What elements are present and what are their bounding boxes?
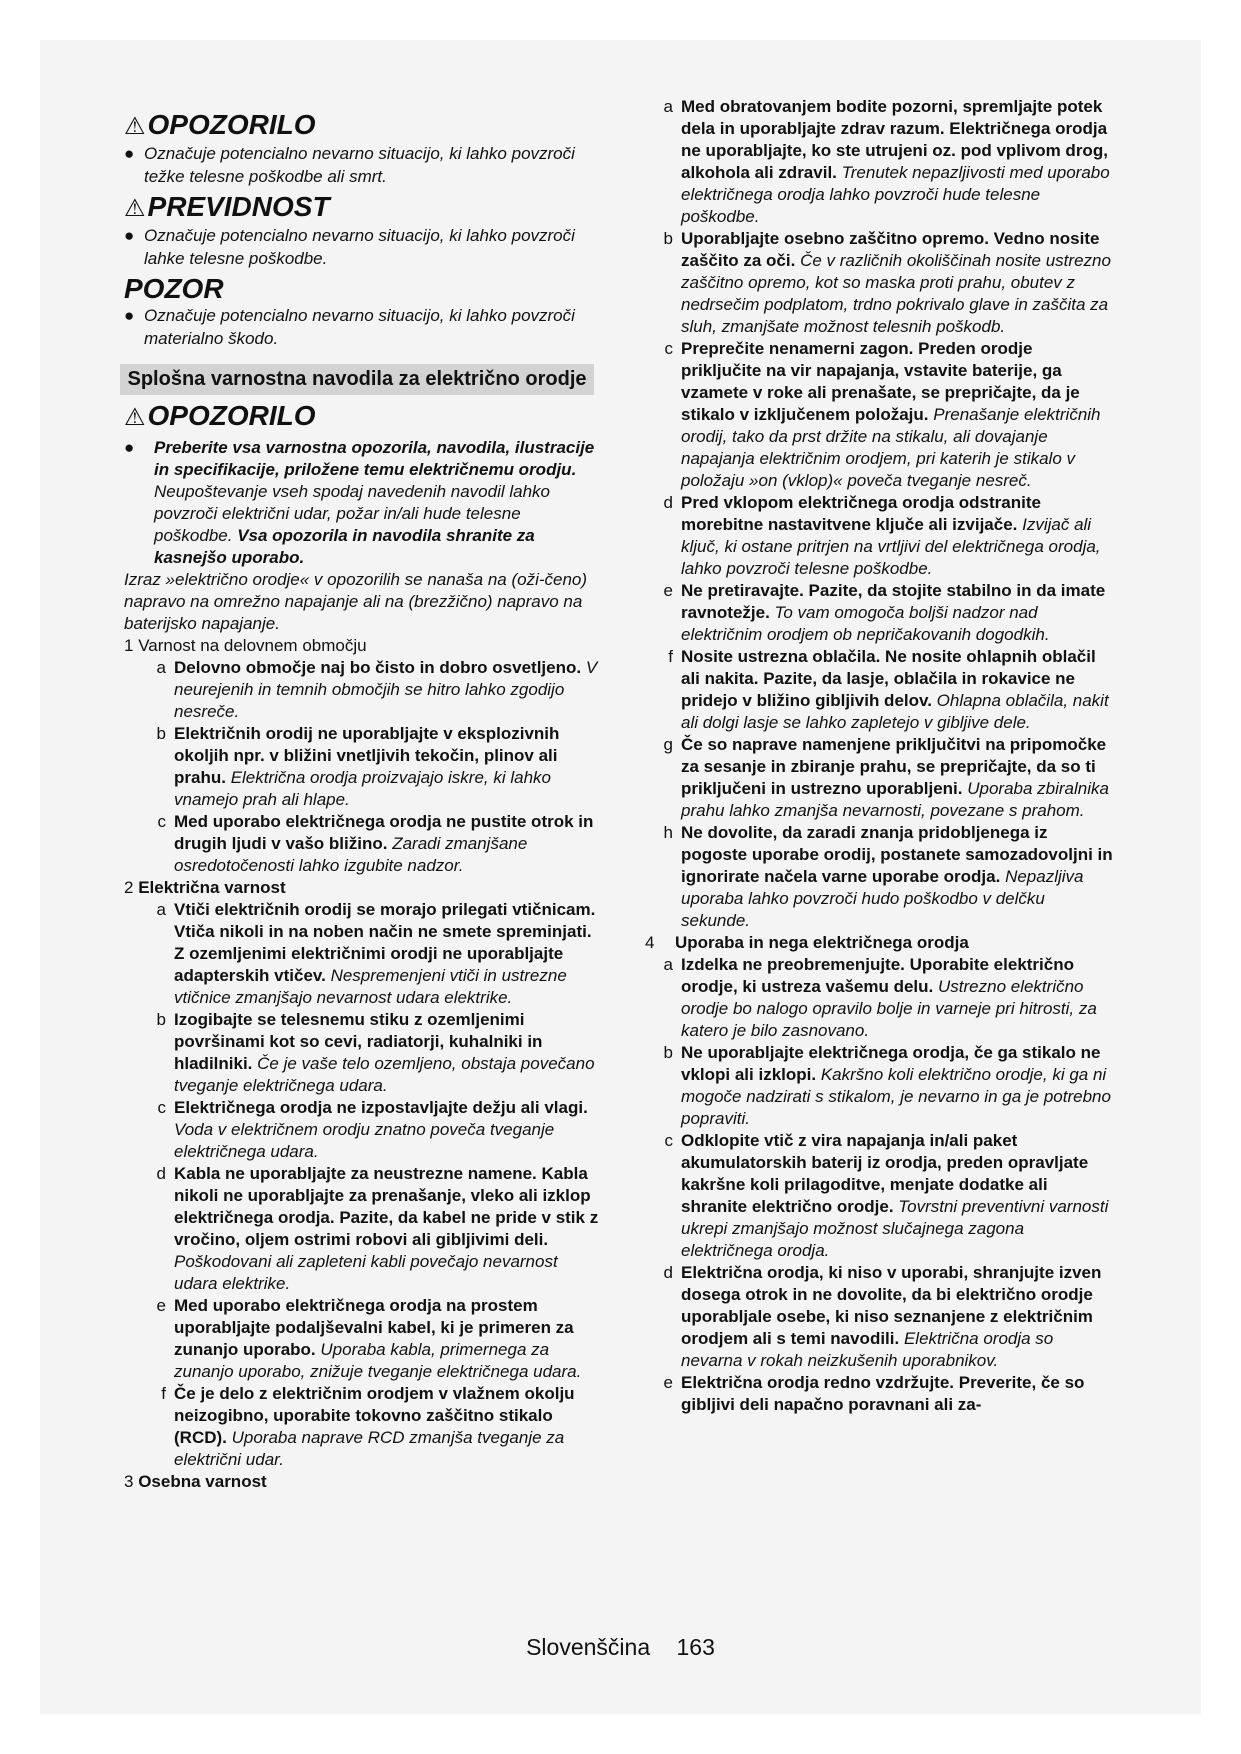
list-item <box>124 1295 602 1383</box>
list-item <box>645 1130 1115 1262</box>
item-text: Ne dovolite, da zaradi znanja pridobljenega iz pogoste uporabe orodij, postanete samozadovoljni in ignorirate načela varne uporabe orodja. Nepazljiva uporaba lahko povzroči hudo poškodbo v delčku sekunde. <box>681 823 1113 930</box>
warning-heading: ⚠OPOZORILO <box>124 109 316 140</box>
item-text: Električna orodja, ki niso v uporabi, shranjujte izven dosega otrok in ne dovolite, da bi električno orodje uporabljale osebe, ki niso seznanjene z električnim orodjem ali s temi navodili. Električna orodja so nevarna v rokah neizkušenih uporabnikov. <box>681 1263 1102 1370</box>
item-text: Izogibajte se telesnemu stiku z ozemljenimi površinami kot so cevi, radiatorji, kuhalniki in hladilniki. Če je vaše telo ozemljeno, obstaja povečano tveganje električnega udara. <box>174 1010 595 1095</box>
page-footer <box>0 1633 1241 1661</box>
item-letter: d <box>663 1263 673 1282</box>
item-text: Med uporabo električnega orodja na prostem uporabljajte podaljševalni kabel, ki je primeren za zunanjo uporabo. Uporaba kabla, primernega za zunanjo uporabo, znižuje tveganje električnega udara. <box>174 1296 582 1381</box>
item-letter: a <box>156 900 166 919</box>
item-text: Preprečite nenamerni zagon. Preden orodje priključite na vir napajanja, vstavite baterije, ga vzamete v roke ali prenašate, se prepričajte, da je stikalo v izključenem položaju. Prenašanje električnih orodij, tako da prst držite na stikalu, ali dovajanje napajanja električnim orodjem, pri katerih je stikalo v položaju »on (vklop)« poveča tveganje nesreč. <box>681 339 1101 490</box>
list-item <box>124 899 602 1009</box>
section-4-list <box>645 954 1115 1416</box>
list-item <box>645 734 1115 822</box>
list-item <box>124 1009 602 1097</box>
item-letter: c <box>157 812 166 831</box>
section-1-heading: 1 Varnost na delovnem območju <box>124 636 367 655</box>
item-letter: c <box>157 1098 166 1117</box>
section-title: Splošna varnostna navodila za električno orodje <box>120 364 594 395</box>
list-item <box>124 1383 602 1471</box>
item-letter: b <box>156 1010 166 1029</box>
item-text: Nosite ustrezna oblačila. Ne nosite ohlapnih oblačil ali nakita. Pazite, da lasje, oblačila in rokavice ne pridejo v bližino gibljivih delov. Ohlapna oblačila, nakit ali dolgi lasje se lahko zapletejo v gibljive dele. <box>681 647 1109 732</box>
section-2-heading: 2 Električna varnost <box>124 878 286 897</box>
caution-heading: ⚠PREVIDNOST <box>124 191 330 222</box>
list-item <box>645 580 1115 646</box>
left-column <box>124 110 602 1493</box>
item-text: Če je delo z električnim orodjem v vlažnem okolju neizogibno, uporabite tokovno zaščitno stikalo (RCD). Uporaba naprave RCD zmanjša tveganje za električni udar. <box>174 1384 575 1469</box>
right-column <box>645 96 1115 1416</box>
notice-description: ● Označuje potencialno nevarno situacijo, ki lahko povzroči materialno škodo. <box>124 306 575 348</box>
item-text: Električnega orodja ne izpostavljajte dežju ali vlagi. Voda v električnem orodju znatno poveča tveganje električnega udara. <box>174 1098 588 1161</box>
list-item <box>124 1097 602 1163</box>
warning-description: ● Označuje potencialno nevarno situacijo, ki lahko povzroči težke telesne poškodbe ali smrt. <box>124 144 575 186</box>
section-1-list <box>124 657 602 877</box>
section-warning-heading: ⚠OPOZORILO <box>124 400 316 431</box>
item-text: Pred vklopom električnega orodja odstranite morebitne nastavitvene ključe ali izvijače. Izvijač ali ključ, ki ostane pritrjen na vrtljivi del električnega orodja, lahko povzroči telesne poškodbe. <box>681 493 1101 578</box>
item-letter: f <box>668 647 673 666</box>
item-letter: f <box>161 1384 166 1403</box>
intro-instructions: ● Preberite vsa varnostna opozorila, navodila, ilustracije in specifikacije, priložene temu električnemu orodju. Neupoštevanje vseh spodaj navedenih navodil lahko povzroči električni udar, požar in/ali hude telesne poškodbe. Vsa opozorila in navodila shranite za kasnejšo uporabo. <box>124 438 595 567</box>
section-3-heading: 3 Osebna varnost <box>124 1472 267 1491</box>
notice-heading: POZOR <box>124 273 224 304</box>
item-letter: g <box>663 735 673 754</box>
item-letter: a <box>663 955 673 974</box>
item-text: Če so naprave namenjene priključitvi na pripomočke za sesanje in zbiranje prahu, se prepričajte, da so ti priključeni in ustrezno uporabljeni. Uporaba zbiralnika prahu lahko zmanjša nevarnosti, povezane s prahom. <box>681 735 1109 820</box>
item-letter: a <box>663 97 673 116</box>
item-letter: c <box>664 1131 673 1150</box>
list-item <box>645 492 1115 580</box>
list-item <box>645 646 1115 734</box>
item-text: Odklopite vtič z vira napajanja in/ali paket akumulatorskih baterij iz orodja, preden opravljate kakršne koli prilagoditve, menjate dodatke ali shranite električno orodje. Tovrstni preventivni varnosti ukrepi zmanjšajo možnost slučajnega zagona električnega orodja. <box>681 1131 1109 1260</box>
warning-triangle-icon: ⚠ <box>124 113 146 140</box>
item-letter: h <box>663 823 673 842</box>
list-item <box>645 822 1115 932</box>
footer-language: Slovenščina <box>526 1634 651 1660</box>
item-text: Vtiči električnih orodij se morajo prilegati vtičnicam. Vtiča nikoli in na noben način ne smete spreminjati. Z ozemljenimi električnimi orodji ne uporabljajte adapterskih vtičev. Nespremenjeni vtiči in ustrezne vtičnice zmanjšajo nevarnost udara elektrike. <box>174 900 596 1007</box>
item-letter: a <box>156 658 166 677</box>
list-item <box>124 1163 602 1295</box>
list-item <box>645 1042 1115 1130</box>
item-letter: e <box>663 581 673 600</box>
item-text: Ne uporabljajte električnega orodja, če ga stikalo ne vklopi ali izklopi. Kakršno koli električno orodje, ki ga ni mogoče nadzirati s stikalom, je nevarno in ga je potrebno popraviti. <box>681 1043 1111 1128</box>
list-item <box>645 96 1115 228</box>
item-letter: c <box>664 339 673 358</box>
page-number: 163 <box>676 1634 715 1660</box>
item-text: Električnih orodij ne uporabljajte v eksplozivnih okoljih npr. v bližini vnetljivih tekočin, plinov ali prahu. Električna orodja proizvajajo iskre, ki lahko vnamejo prah ali hlape. <box>174 724 560 809</box>
item-letter: d <box>156 1164 166 1183</box>
caution-description: ● Označuje potencialno nevarno situacijo, ki lahko povzroči lahke telesne poškodbe. <box>124 226 575 268</box>
list-item <box>124 811 602 877</box>
item-text: Uporabljajte osebno zaščitno opremo. Vedno nosite zaščito za oči. Če v različnih okoliščinah nosite ustrezno zaščitno opremo, kot so maska proti prahu, obutev z nedrsečim podplatom, trdno pokrivalo glave in zaščita za sluh, zmanjšate možnost telesnih poškodb. <box>681 229 1111 336</box>
list-item <box>645 1262 1115 1372</box>
item-text: Med uporabo električnega orodja ne pustite otrok in drugih ljudi v vašo bližino. Zaradi zmanjšane osredotočenosti lahko izgubite nadzor. <box>174 812 594 875</box>
item-letter: d <box>663 493 673 512</box>
item-text: Izdelka ne preobremenjujte. Uporabite električno orodje, ki ustreza vašemu delu. Ustrezno električno orodje bo nalogo opravilo bolje in varneje pri hitrosti, za katero je bilo zasnovano. <box>681 955 1097 1040</box>
item-text: Kabla ne uporabljajte za neustrezne namene. Kabla nikoli ne uporabljajte za prenašanje, vleko ali izklop električnega orodja. Pazite, da kabel ne pride v stik z vročino, oljem ostrimi robovi ali gibljivimi deli. Poškodovani ali zapleteni kabli povečajo nevarnost udara elektrike. <box>174 1164 599 1293</box>
item-letter: b <box>156 724 166 743</box>
item-text: Med obratovanjem bodite pozorni, spremljajte potek dela in uporabljajte zdrav razum. Električnega orodja ne uporabljajte, ko ste utrujeni oz. pod vplivom drog, alkohola ali zdravil. Trenutek nepazljivosti med uporabo električnega orodja lahko povzroči hude telesne poškodbe. <box>681 97 1110 226</box>
warning-triangle-icon: ⚠ <box>124 404 146 431</box>
item-letter: e <box>156 1296 166 1315</box>
list-item <box>645 1372 1115 1416</box>
warning-triangle-icon: ⚠ <box>124 195 146 222</box>
item-letter: b <box>663 1043 673 1062</box>
section-2-list <box>124 899 602 1471</box>
item-text: Električna orodja redno vzdržujte. Preverite, če so gibljivi deli napačno poravnani ali za- <box>681 1373 1085 1414</box>
definition-text: Izraz »električno orodje« v opozorilih se nanaša na (oži-čeno) napravo na omrežno napajanje ali na (brezžično) napravo na baterijsko napajanje. <box>124 570 588 633</box>
item-letter: e <box>663 1373 673 1392</box>
list-item <box>645 954 1115 1042</box>
item-text: Ne pretiravajte. Pazite, da stojite stabilno in da imate ravnotežje. To vam omogoča boljši nadzor nad električnim orodjem ob nepričakovanih dogodkih. <box>681 581 1106 644</box>
list-item <box>124 657 602 723</box>
item-text: Delovno območje naj bo čisto in dobro osvetljeno. V neurejenih in temnih območjih se hitro lahko zgodijo nesreče. <box>174 658 598 721</box>
section-3-list <box>645 96 1115 932</box>
list-item <box>645 228 1115 338</box>
list-item <box>645 338 1115 492</box>
item-letter: b <box>663 229 673 248</box>
section-4-heading: 4 Uporaba in nega električnega orodja <box>645 933 969 952</box>
list-item <box>124 723 602 811</box>
